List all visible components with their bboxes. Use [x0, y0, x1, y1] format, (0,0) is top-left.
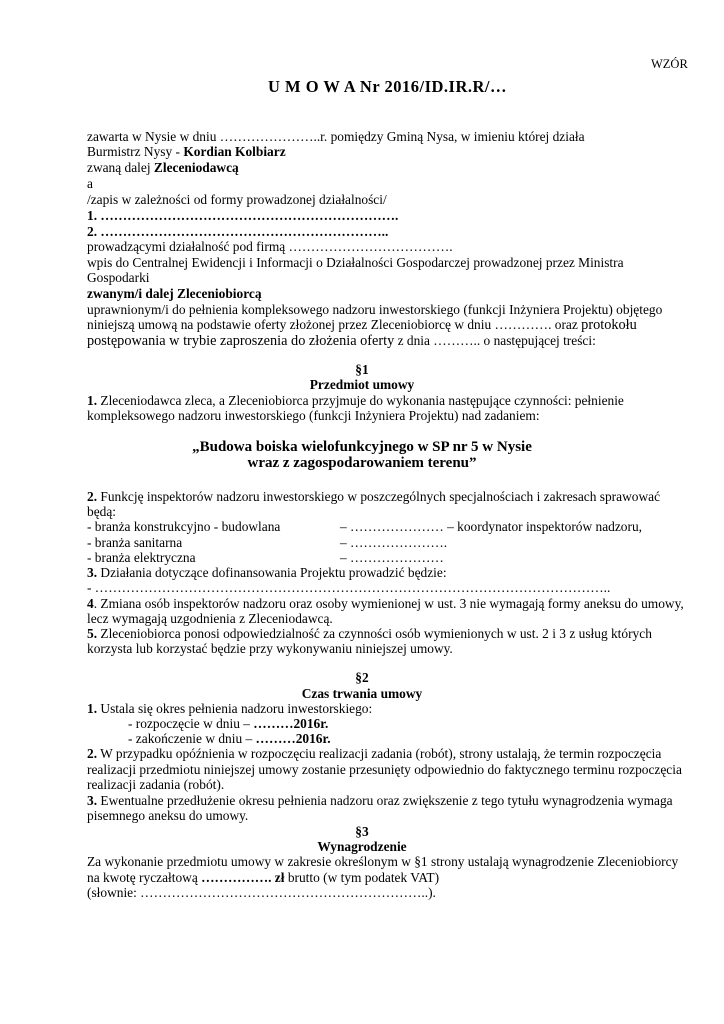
s3-para-1: Za wykonanie przedmiotu umowy w zakresie określonym w §1 strony ustalają wynagrodzenie Zleceniobiorcy: [87, 854, 679, 869]
inspector-row-2-value: – ………………….: [340, 535, 448, 550]
project-name-2: wraz z zagospodarowaniem terenu”: [247, 455, 477, 471]
section-1-heading: Przedmiot umowy: [309, 377, 415, 392]
contract-title: U M O W A Nr 2016/ID.IR.R/…: [267, 77, 508, 96]
s1-para-4: 4. Zmiana osób inspektorów nadzoru oraz osoby wymienionej w ust. 3 nie wymagają formy aneksu do umowy,: [87, 596, 684, 611]
intro-line-13: niniejszą umową na podstawie oferty złożonej przez Zleceniobiorcę w dniu …………. oraz protokołu: [87, 317, 637, 333]
inspector-row-3-label: - branża elektryczna: [87, 550, 196, 565]
s2-para-2-cont-2: realizacji zadania (robót).: [87, 777, 225, 792]
mayor-name: Kordian Kolbiarz: [183, 144, 286, 159]
section-2-number: §2: [355, 670, 369, 685]
project-name-1: „Budowa boiska wielofunkcyjnego w SP nr 5 w Nysie: [192, 439, 532, 455]
contractor-field-2: 2. ………………………………………………………..: [87, 224, 389, 239]
intro-line-3: zwaną dalej Zleceniodawcą: [87, 160, 239, 175]
section-1-number: §1: [355, 362, 369, 377]
intro-line-1: zawarta w Nysie w dniu …………………..r. pomiędzy Gminą Nysa, w imieniu której działa: [87, 129, 585, 144]
s1-para-5: 5. Zleceniobiorca ponosi odpowiedzialność za czynności osób wymienionych w ust. 2 i 3 z usług których: [87, 626, 652, 641]
section-2-heading: Czas trwania umowy: [301, 686, 423, 701]
intro-line-2: Burmistrz Nysy - Kordian Kolbiarz: [87, 144, 286, 159]
template-label: WZÓR: [651, 57, 688, 71]
inspector-row-1-label: - branża konstrukcyjno - budowlana: [87, 519, 281, 534]
start-date-value: ………2016r.: [253, 716, 329, 731]
section-3-number: §3: [355, 824, 369, 839]
inspector-row-3-value: – …………………: [340, 550, 444, 565]
intro-line-14: postępowania w trybie zaproszenia do złożenia oferty z dnia ……….. o następującej treści:: [87, 333, 596, 349]
s2-para-3-cont: pisemnego aneksu do umowy.: [87, 808, 249, 823]
amount-field: ……………. zł: [201, 870, 285, 885]
intro-line-8: prowadzącymi działalność pod firmą ……………………………….: [87, 239, 453, 254]
s2-para-3: 3. Ewentualne przedłużenie okresu pełnienia nadzoru oraz zwiększenie z tego tytułu wynagrodzenia wymaga: [87, 793, 673, 808]
s1-para-2-cont: będą:: [87, 504, 116, 519]
inspector-row-2-label: - branża sanitarna: [87, 535, 183, 550]
contractor-field-1: 1. ………………………………………………………….: [87, 208, 399, 223]
s2-para-1: 1. Ustala się okres pełnienia nadzoru inwestorskiego:: [87, 701, 373, 716]
contractor-label: zwanym/i dalej Zleceniobiorcą: [87, 286, 262, 301]
s2-para-2: 2. W przypadku opóźnienia w rozpoczęciu realizacji zadania (robót), strony ustalają, że termin rozpoczęcia: [87, 746, 662, 761]
intro-line-10: Gospodarki: [87, 270, 150, 285]
intro-line-5: /zapis w zależności od formy prowadzonej działalności/: [87, 192, 387, 207]
principal-label: Zleceniodawcą: [153, 160, 239, 175]
end-date-line: - zakończenie w dniu – ………2016r.: [128, 731, 331, 746]
intro-line-4: a: [87, 176, 93, 191]
start-date-line: - rozpoczęcie w dniu – ………2016r.: [128, 716, 329, 731]
inspector-row-1-value: – ………………… – koordynator inspektorów nadzoru,: [340, 519, 642, 534]
s1-para-3: 3. Działania dotyczące dofinansowania Projektu prowadzić będzie:: [87, 565, 447, 580]
s1-para-5-cont: korzysta lub korzystać będzie przy wykonywaniu niniejszej umowy.: [87, 641, 453, 656]
s3-para-2: na kwotę ryczałtową ……………. zł brutto (w tym podatek VAT): [87, 870, 440, 885]
intro-line-12: uprawnionym/i do pełnienia kompleksowego nadzoru inwestorskiego (funkcji Inżyniera Projektu) objętego: [87, 302, 663, 317]
s1-para-4-cont: lecz wymagają uzgodnienia z Zleceniodawcą.: [87, 611, 333, 626]
section-3-heading: Wynagrodzenie: [317, 839, 407, 854]
intro-line-9: wpis do Centralnej Ewidencji i Informacji o Działalności Gospodarczej prowadzonej przez Ministra: [87, 255, 624, 270]
s1-para-3-line: - ……………………………………………………………………………………………………..: [87, 580, 611, 595]
s1-para-1-cont: kompleksowego nadzoru inwestorskiego (funkcji Inżyniera Projektu) nad zadaniem:: [87, 408, 540, 423]
s3-para-3: (słownie: ………………………………………………………..).: [87, 885, 436, 900]
s2-para-2-cont-1: realizacji przedmiotu niniejszej umowy zostanie przesunięty odpowiednio do faktycznego terminu rozpoczęcia: [87, 762, 682, 777]
end-date-value: ………2016r.: [255, 731, 331, 746]
s1-para-2: 2. Funkcję inspektorów nadzoru inwestorskiego w poszczególnych specjalnościach i zakresach sprawować: [87, 489, 661, 504]
s1-para-1: 1. Zleceniodawca zleca, a Zleceniobiorca przyjmuje do wykonania następujące czynności: pełnienie: [87, 393, 624, 408]
